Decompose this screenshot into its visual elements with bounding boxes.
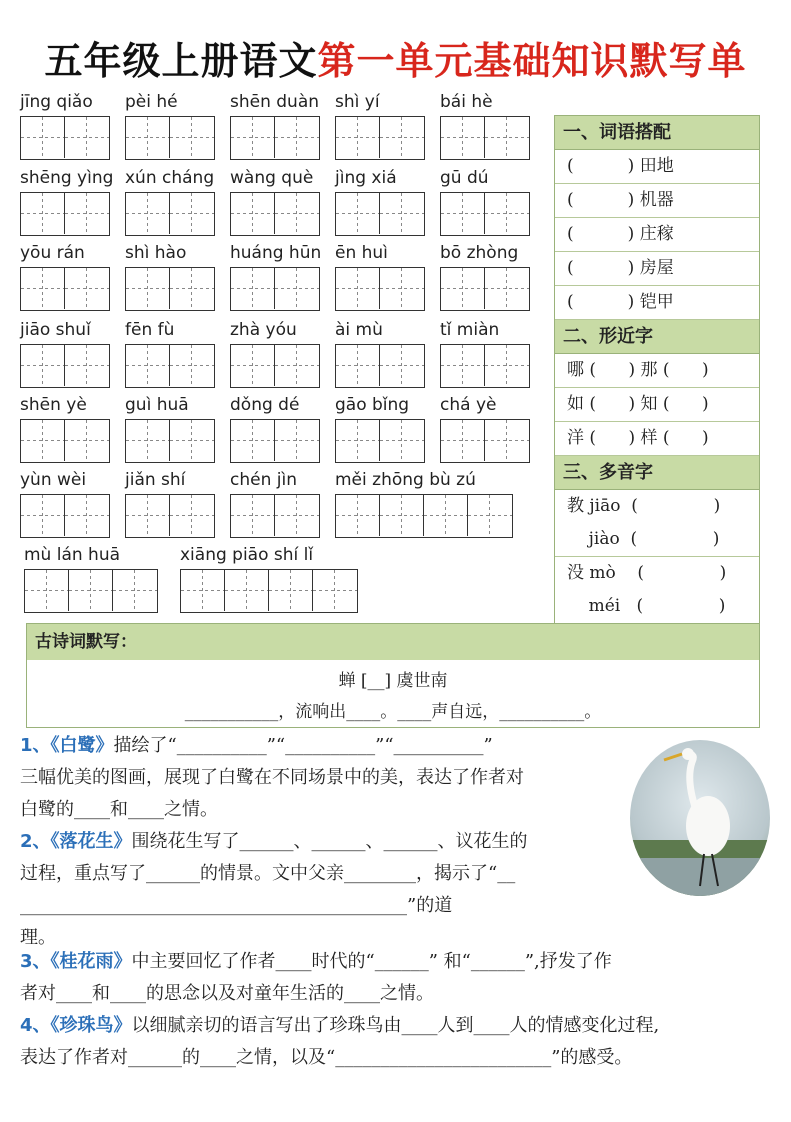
writing-cell[interactable] (336, 268, 380, 309)
writing-cell[interactable] (231, 193, 275, 234)
writing-cell[interactable] (441, 117, 485, 158)
pinyin-label: jiāo shuǐ (20, 320, 91, 340)
pinyin-label: yōu rán (20, 243, 85, 263)
writing-cell[interactable] (181, 570, 225, 611)
writing-cell[interactable] (21, 345, 65, 386)
question-3 (20, 946, 775, 1010)
question-number: 3、 (20, 951, 51, 972)
writing-cell[interactable] (65, 268, 109, 309)
polyphonic-item[interactable]: 没 mò ( ) (567, 563, 727, 583)
pinyin-label: jiǎn shí (125, 470, 186, 490)
writing-cell[interactable] (336, 117, 380, 158)
writing-cell[interactable] (21, 117, 65, 158)
egret-illustration (630, 740, 770, 896)
writing-box-group[interactable] (20, 419, 110, 463)
book-title: 《白鹭》 (50, 735, 114, 756)
pinyin-label: bō zhòng (440, 243, 519, 263)
pinyin-label: tǐ miàn (440, 320, 500, 340)
writing-cell[interactable] (65, 420, 109, 461)
egret-image (630, 740, 770, 896)
question-4 (20, 1010, 775, 1074)
page-title (0, 30, 791, 85)
question-text[interactable]: 围绕花生写了______、______、______、议花生的 (131, 831, 528, 852)
question-text[interactable]: 过程，重点写了______的情景。文中父亲________，揭示了“__ (20, 863, 516, 884)
writing-box-group[interactable] (230, 267, 320, 311)
writing-cell[interactable] (65, 193, 109, 234)
writing-box-group[interactable] (230, 494, 320, 538)
question-text[interactable]: ___________________________________________”的道 (20, 895, 453, 916)
writing-cell[interactable] (170, 420, 214, 461)
writing-box-group[interactable] (440, 116, 530, 160)
writing-cell[interactable] (485, 193, 529, 234)
writing-cell[interactable] (441, 420, 485, 461)
book-title: 《珍珠鸟》 (50, 1015, 132, 1036)
writing-box-group[interactable] (20, 192, 110, 236)
writing-cell[interactable] (468, 495, 512, 536)
pinyin-label: ēn huì (335, 243, 388, 263)
writing-box-group[interactable] (440, 419, 530, 463)
writing-cell[interactable] (113, 570, 157, 611)
polyphonic-item[interactable]: 教 jiāo ( ) (567, 496, 721, 516)
writing-cell[interactable] (380, 268, 424, 309)
writing-cell[interactable] (170, 345, 214, 386)
section-header-polyphonic: 三、多音字 (555, 456, 759, 490)
writing-box-group[interactable] (335, 192, 425, 236)
writing-cell[interactable] (231, 420, 275, 461)
writing-box-group[interactable] (24, 569, 158, 613)
similar-char-item[interactable]: 如 ( ) 知 ( ) (555, 388, 759, 422)
writing-cell[interactable] (269, 570, 313, 611)
pinyin-label: chén jìn (230, 470, 297, 490)
pinyin-label: jìng xiá (335, 168, 397, 188)
writing-cell[interactable] (65, 345, 109, 386)
writing-cell[interactable] (485, 420, 529, 461)
writing-box-group[interactable] (230, 192, 320, 236)
pinyin-label: pèi hé (125, 92, 178, 112)
writing-box-group[interactable] (335, 494, 513, 538)
writing-cell[interactable] (21, 495, 65, 536)
pinyin-label: fēn fù (125, 320, 175, 340)
question-text[interactable]: 白鹭的____和____之情。 (20, 799, 218, 820)
pinyin-label: huáng hūn (230, 243, 322, 263)
writing-box-group[interactable] (230, 344, 320, 388)
writing-cell[interactable] (126, 193, 170, 234)
pinyin-label: gāo bǐng (335, 395, 410, 415)
pinyin-label: ài mù (335, 320, 383, 340)
writing-cell[interactable] (313, 570, 357, 611)
writing-box-group[interactable] (230, 116, 320, 160)
similar-char-item[interactable]: 洋 ( ) 样 ( ) (555, 422, 759, 456)
poem-section (26, 623, 760, 728)
writing-cell[interactable] (231, 495, 275, 536)
writing-box-group[interactable] (335, 419, 425, 463)
writing-cell[interactable] (485, 345, 529, 386)
writing-cell[interactable] (21, 268, 65, 309)
writing-box-group[interactable] (125, 344, 215, 388)
question-text[interactable]: 描绘了“__________”“__________”“__________” (113, 735, 493, 756)
writing-cell[interactable] (65, 117, 109, 158)
section-header-collocation: 一、词语搭配 (555, 116, 759, 150)
writing-box-group[interactable] (125, 116, 215, 160)
question-number: 1、 (20, 735, 51, 756)
poem-header: 古诗词默写： (27, 624, 759, 660)
writing-cell[interactable] (441, 268, 485, 309)
writing-cell[interactable] (380, 117, 424, 158)
writing-cell[interactable] (126, 117, 170, 158)
writing-cell[interactable] (336, 420, 380, 461)
book-title: 《落花生》 (50, 831, 132, 852)
polyphonic-item[interactable]: jiào ( ) (555, 523, 759, 557)
pinyin-label: dǒng dé (230, 395, 300, 415)
writing-cell[interactable] (485, 268, 529, 309)
writing-cell[interactable] (231, 117, 275, 158)
writing-cell[interactable] (25, 570, 69, 611)
question-text: 三幅优美的图画，展现了白鹭在不同场景中的美，表达了作者对 (20, 767, 524, 788)
side-panel (554, 115, 760, 624)
writing-box-group[interactable] (20, 267, 110, 311)
writing-box-group[interactable] (440, 192, 530, 236)
writing-box-group[interactable] (125, 419, 215, 463)
collocation-item[interactable]: ( ) 田地 (555, 150, 759, 184)
pinyin-label: bái hè (440, 92, 493, 112)
title-part2: 第一单元基础知识默写单 (317, 39, 747, 83)
writing-cell[interactable] (336, 345, 380, 386)
writing-box-group[interactable] (20, 494, 110, 538)
writing-cell[interactable] (380, 495, 424, 536)
pinyin-label: shì hào (125, 243, 187, 263)
writing-cell[interactable] (231, 268, 275, 309)
pinyin-label: gū dú (440, 168, 489, 188)
question-text[interactable]: 表达了作者对______的____之情，以及“________________________”的感受。 (20, 1047, 633, 1068)
question-text[interactable]: 以细腻亲切的语言写出了珍珠鸟由____人到____人的情感变化过程, (131, 1015, 660, 1036)
writing-cell[interactable] (170, 193, 214, 234)
writing-cell[interactable] (380, 345, 424, 386)
writing-cell[interactable] (336, 193, 380, 234)
question-number: 2、 (20, 831, 51, 852)
pinyin-label: shēng yìng (20, 168, 114, 188)
writing-box-group[interactable] (20, 344, 110, 388)
poem-line[interactable]: ___________，流响出____。____声自远，__________。 (184, 702, 602, 722)
writing-cell[interactable] (225, 570, 269, 611)
writing-cell[interactable] (441, 345, 485, 386)
question-number: 4、 (20, 1015, 51, 1036)
collocation-item[interactable]: ( ) 庄稼 (555, 218, 759, 252)
collocation-item[interactable]: ( ) 铠甲 (555, 286, 759, 320)
writing-cell[interactable] (275, 345, 319, 386)
writing-box-group[interactable] (230, 419, 320, 463)
pinyin-label: mù lán huā (24, 545, 121, 565)
pinyin-label: shì yí (335, 92, 380, 112)
writing-box-group[interactable] (125, 267, 215, 311)
question-text[interactable]: 者对____和____的思念以及对童年生活的____之情。 (20, 983, 434, 1004)
writing-cell[interactable] (69, 570, 113, 611)
question-text: 理。 (20, 927, 56, 948)
writing-box-group[interactable] (125, 192, 215, 236)
writing-cell[interactable] (380, 193, 424, 234)
writing-cell[interactable] (21, 193, 65, 234)
poem-title: 蝉 [__] 虞世南 (338, 671, 448, 691)
writing-box-group[interactable] (180, 569, 358, 613)
writing-cell[interactable] (21, 420, 65, 461)
writing-cell[interactable] (336, 495, 380, 536)
writing-cell[interactable] (170, 495, 214, 536)
collocation-item[interactable]: ( ) 机器 (555, 184, 759, 218)
writing-cell[interactable] (126, 345, 170, 386)
pinyin-label: chá yè (440, 395, 497, 415)
writing-cell[interactable] (65, 495, 109, 536)
polyphonic-item[interactable]: méi ( ) (567, 596, 726, 616)
title-part1: 五年级上册语文 (44, 39, 318, 83)
section-header-similar-chars: 二、形近字 (555, 320, 759, 354)
writing-box-group[interactable] (335, 344, 425, 388)
writing-cell[interactable] (380, 420, 424, 461)
writing-cell[interactable] (126, 495, 170, 536)
writing-cell[interactable] (275, 117, 319, 158)
writing-cell[interactable] (126, 420, 170, 461)
writing-cell[interactable] (441, 193, 485, 234)
writing-cell[interactable] (170, 268, 214, 309)
writing-cell[interactable] (485, 117, 529, 158)
pinyin-label: wàng què (230, 168, 314, 188)
writing-cell[interactable] (424, 495, 468, 536)
writing-box-group[interactable] (335, 116, 425, 160)
writing-cell[interactable] (275, 268, 319, 309)
writing-box-group[interactable] (20, 116, 110, 160)
writing-cell[interactable] (275, 420, 319, 461)
writing-box-group[interactable] (440, 267, 530, 311)
pinyin-label: shēn yè (20, 395, 87, 415)
writing-box-group[interactable] (125, 494, 215, 538)
pinyin-label: jīng qiǎo (20, 92, 93, 112)
writing-cell[interactable] (275, 193, 319, 234)
writing-cell[interactable] (231, 345, 275, 386)
collocation-item[interactable]: ( ) 房屋 (555, 252, 759, 286)
pinyin-label: zhà yóu (230, 320, 297, 340)
writing-box-group[interactable] (440, 344, 530, 388)
writing-box-group[interactable] (335, 267, 425, 311)
pinyin-label: xún cháng (125, 168, 215, 188)
writing-cell[interactable] (126, 268, 170, 309)
book-title: 《桂花雨》 (50, 951, 132, 972)
pinyin-label: xiāng piāo shí lǐ (180, 545, 314, 565)
pinyin-label: shēn duàn (230, 92, 320, 112)
pinyin-label: měi zhōng bù zú (335, 470, 476, 490)
similar-char-item[interactable]: 哪 ( ) 那 ( ) (555, 354, 759, 388)
writing-cell[interactable] (275, 495, 319, 536)
question-text[interactable]: 中主要回忆了作者____时代的“______” 和“______”,抒发了作 (131, 951, 612, 972)
pinyin-label: guì huā (125, 395, 189, 415)
writing-cell[interactable] (170, 117, 214, 158)
pinyin-label: yùn wèi (20, 470, 87, 490)
